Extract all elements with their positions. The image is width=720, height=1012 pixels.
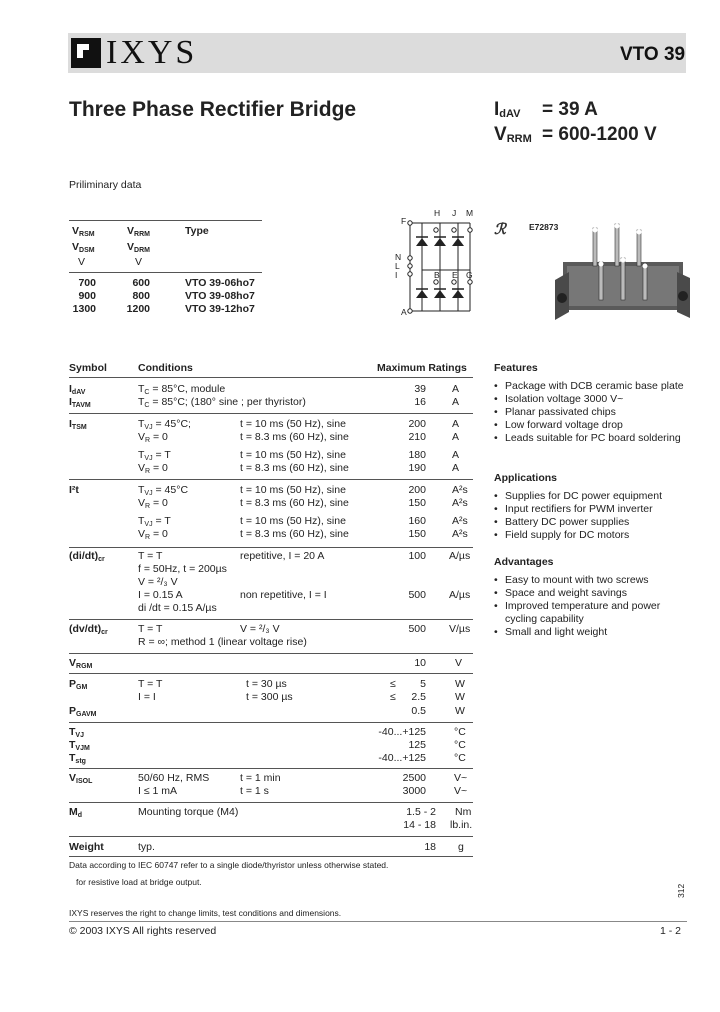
divider	[69, 413, 473, 414]
rating-symbol: $I_{TSM}$	[69, 418, 87, 431]
list-item: • Input rectifiers for PWM inverter	[494, 503, 694, 516]
pgm-unit-b: W	[455, 691, 465, 703]
unit-v2: V	[135, 256, 143, 268]
list-item: • Low forward voltage drop	[494, 419, 694, 432]
table-col-type: VTO 39-06ho7 VTO 39-08ho7 VTO 39-12ho7	[185, 277, 255, 315]
rating-condition-2: t = 8.3 ms (60 Hz), sine	[240, 462, 349, 474]
pin-g: G	[466, 270, 473, 280]
dvdt-cond-2: R = ∞; method 1 (linear voltage rise)	[138, 636, 307, 648]
sym-pgm: $P_{GM}$	[69, 678, 88, 691]
divider	[69, 856, 473, 857]
tvjm-unit: °C	[454, 739, 466, 751]
rating-value: 200	[408, 418, 426, 430]
md-unit-a: Nm	[455, 806, 472, 818]
rating-unit: A²s	[452, 515, 468, 527]
dvdt-cond-1: T = T	[138, 623, 163, 635]
divider	[69, 836, 473, 837]
divider	[69, 673, 473, 674]
header-type: Type	[185, 225, 209, 237]
list-item: • Isolation voltage 3000 V~	[494, 393, 694, 406]
rating-unit: A	[452, 383, 460, 395]
ul-mark-icon: ℛ	[494, 221, 506, 238]
divider	[69, 377, 473, 378]
table-col-vrrm: 600 800 1200	[126, 277, 150, 315]
logo-text: IXYS	[106, 34, 198, 71]
ul-file-number: E72873	[529, 222, 559, 232]
pgm-cond-1: T = T	[138, 678, 163, 690]
rating-condition-2: t = 10 ms (50 Hz), sine	[240, 484, 346, 496]
sym-didt: $(di/dt)_{cr}$	[69, 550, 105, 563]
rating-condition-2: t = 8.3 ms (60 Hz), sine	[240, 497, 349, 509]
rating-condition-2: t = 10 ms (50 Hz), sine	[240, 515, 346, 527]
rating-condition: $T_{VJ} = 45^\circ C$	[138, 484, 189, 497]
divider	[69, 272, 262, 273]
advantages-list	[494, 574, 684, 639]
list-item: • Easy to mount with two screws	[494, 574, 684, 587]
didt-cond-1: T = T	[138, 550, 163, 562]
rating-condition-2: t = 8.3 ms (60 Hz), sine	[240, 528, 349, 540]
sym-visol: $V_{ISOL}$	[69, 772, 93, 785]
spec-vrrm: $V_{RRM}$ = 600-1200 V	[494, 124, 657, 145]
visol-t-2: t = 1 s	[240, 785, 269, 797]
weight-val: 18	[424, 841, 436, 853]
list-item: • Improved temperature and power cycling capability	[494, 600, 684, 626]
rating-value: 39	[414, 383, 426, 395]
didt-unit-a: A/µs	[449, 550, 471, 562]
rating-condition: $V_R = 0$	[138, 462, 168, 475]
rating-value: 180	[408, 449, 426, 461]
pgm-cond-2: I = I	[138, 691, 156, 703]
rating-condition: $V_R = 0$	[138, 497, 168, 510]
part-number: VTO 39	[620, 44, 686, 65]
rating-symbol: I²t	[69, 484, 79, 496]
footnote-1: Data according to IEC 60747 refer to a single diode/thyristor unless otherwise stated.	[69, 860, 389, 870]
disclaimer: IXYS reserves the right to change limits, test conditions and dimensions.	[69, 908, 342, 918]
advantages-title: Advantages	[494, 556, 554, 568]
didt-cond-3: V = ²/₃ V	[138, 576, 178, 588]
tstg-unit: °C	[454, 752, 466, 764]
footnote-2: for resistive load at bridge output.	[76, 877, 202, 887]
applications-title: Applications	[494, 472, 558, 484]
features-list	[494, 380, 694, 445]
rating-condition: $T_{VJ} = 45^\circ C$;	[138, 418, 191, 431]
pin-m: M	[466, 208, 474, 218]
didt-repetitive: repetitive, I = 20 A	[240, 550, 325, 562]
pgm-val-a: 5	[420, 678, 426, 690]
didt-unit-b: A/µs	[449, 589, 471, 601]
pin-n: N	[395, 252, 402, 262]
list-item: • Package with DCB ceramic base plate	[494, 380, 694, 393]
vrgm-unit: V	[455, 657, 463, 669]
rating-value: 150	[408, 497, 426, 509]
rating-condition: $V_R = 0$	[138, 431, 168, 444]
col-max: Maximum Ratings	[377, 362, 467, 374]
rating-symbol: $I_{TAVM}$	[69, 396, 91, 409]
pin-e: E	[452, 270, 458, 280]
page-title: Three Phase Rectifier Bridge	[69, 98, 357, 121]
sym-md: $M_d$	[69, 806, 83, 819]
list-item: • Battery DC power supplies	[494, 516, 694, 529]
list-item: • Supplies for DC power equipment	[494, 490, 694, 503]
spec-idav: $I_{dAV}$ = 39 A	[494, 99, 598, 120]
rating-unit: A	[452, 431, 460, 443]
vrgm-val: 10	[414, 657, 426, 669]
col-conditions: Conditions	[138, 362, 193, 374]
md-val-a: 1.5 - 2	[406, 806, 436, 818]
pin-i: I	[395, 270, 398, 280]
divider	[69, 802, 473, 803]
visol-cond-2: I ≤ 1 mA	[138, 785, 178, 797]
weight-unit: g	[458, 841, 464, 853]
md-cond: Mounting torque (M4)	[138, 806, 239, 818]
md-unit-b: lb.in.	[450, 819, 473, 831]
rating-unit: A²s	[452, 528, 468, 540]
rating-unit: A	[452, 449, 460, 461]
rating-condition-2: t = 10 ms (50 Hz), sine	[240, 449, 346, 461]
divider	[69, 768, 473, 769]
pin-a: A	[401, 307, 407, 317]
rating-unit: A	[452, 462, 460, 474]
side-code: 312	[676, 883, 686, 898]
didt-val-b: 500	[408, 589, 426, 601]
pgavm-unit: W	[455, 705, 465, 717]
tstg-val: -40...+125	[378, 752, 426, 764]
rating-symbol: $I_{dAV}$	[69, 383, 86, 396]
rating-unit: A	[452, 396, 460, 408]
didt-val-a: 100	[408, 550, 426, 562]
col-symbol: Symbol	[69, 362, 107, 374]
didt-nonrepetitive: non repetitive, I = I	[240, 589, 327, 601]
visol-cond-1: 50/60 Hz, RMS	[138, 772, 210, 784]
pin-b: B	[434, 270, 440, 280]
sym-dvdt: $(dv/dt)_{cr}$	[69, 623, 108, 636]
divider	[69, 479, 473, 480]
tvj-val: -40...+125	[378, 726, 426, 738]
didt-cond-5: di /dt = 0.15 A/µs	[138, 602, 217, 614]
visol-t-1: t = 1 min	[240, 772, 281, 784]
sym-tvjm: $T_{VJM}$	[69, 739, 90, 752]
rating-value: 210	[408, 431, 426, 443]
features-title: Features	[494, 362, 538, 374]
copyright: © 2003 IXYS All rights reserved	[69, 925, 217, 937]
rating-condition: $T_{VJ} = T$	[138, 515, 171, 528]
table-col-vrsm: 700 900 1300	[72, 277, 96, 315]
dvdt-cond-3: V = ²/₃ V	[240, 623, 280, 635]
sym-vrgm: $V_{RGM}$	[69, 657, 93, 670]
header-vrrm: $V_{RRM}$ $V_{DRM}$	[127, 225, 150, 254]
tvjm-val: 125	[408, 739, 426, 751]
sym-tvj: $T_{VJ}$	[69, 726, 84, 739]
list-item: • Small and light weight	[494, 626, 684, 639]
pgm-tp-1: t = 30 µs	[246, 678, 287, 690]
rating-condition: $V_R = 0$	[138, 528, 168, 541]
sym-pgavm: $P_{GAVM}$	[69, 705, 97, 718]
pgm-le-2: ≤	[390, 691, 396, 703]
rating-value: 150	[408, 528, 426, 540]
tvj-unit: °C	[454, 726, 466, 738]
preliminary-note: Priliminary data	[69, 179, 142, 191]
didt-cond-2: f = 50Hz, t = 200µs	[138, 563, 227, 575]
rating-condition: $T_C = 85^\circ C$, module	[138, 383, 226, 396]
divider	[69, 619, 473, 620]
divider	[69, 722, 473, 723]
pgm-val-b: 2.5	[411, 691, 426, 703]
visol-val-b: 3000	[402, 785, 426, 797]
rating-condition-2: t = 10 ms (50 Hz), sine	[240, 418, 346, 430]
weight-cond: typ.	[138, 841, 155, 853]
page-number: 1 - 2	[660, 925, 682, 937]
pgm-tp-2: t = 300 µs	[246, 691, 293, 703]
rating-value: 160	[408, 515, 426, 527]
sym-tstg: $T_{stg}$	[69, 752, 86, 765]
header-vrsm: $V_{RSM}$ $V_{DSM}$	[72, 225, 95, 254]
logo-inner-2	[83, 50, 95, 62]
rating-unit: A	[452, 418, 460, 430]
rating-value: 190	[408, 462, 426, 474]
rating-value: 200	[408, 484, 426, 496]
applications-list	[494, 490, 694, 542]
divider	[69, 547, 473, 548]
rating-unit: A²s	[452, 484, 468, 496]
divider	[69, 220, 262, 221]
list-item: • Leads suitable for PC board soldering	[494, 432, 694, 445]
unit-v1: V	[78, 256, 86, 268]
pin-j: J	[452, 208, 457, 218]
visol-unit-a: V~	[454, 772, 468, 784]
pgm-le-1: ≤	[390, 678, 396, 690]
md-val-b: 14 - 18	[403, 819, 436, 831]
list-item: • Field supply for DC motors	[494, 529, 694, 542]
rating-unit: A²s	[452, 497, 468, 509]
pgavm-val: 0.5	[411, 705, 426, 717]
pin-h: H	[434, 208, 441, 218]
rating-value: 16	[414, 396, 426, 408]
dvdt-unit: V/µs	[449, 623, 471, 635]
module-photo	[555, 222, 690, 327]
footer-divider	[69, 921, 687, 922]
rating-condition: $T_C = 85^\circ C$; (180° sine ; per thyristor)	[138, 396, 306, 409]
list-item: • Space and weight savings	[494, 587, 684, 600]
rating-condition-2: t = 8.3 ms (60 Hz), sine	[240, 431, 349, 443]
dvdt-val: 500	[408, 623, 426, 635]
pin-f: F	[401, 216, 407, 226]
visol-val-a: 2500	[402, 772, 426, 784]
rating-condition: $T_{VJ} = T$	[138, 449, 171, 462]
pgm-unit-a: W	[455, 678, 465, 690]
pin-l: L	[395, 261, 400, 271]
didt-cond-4: I = 0.15 A	[138, 589, 183, 601]
list-item: • Planar passivated chips	[494, 406, 694, 419]
divider	[69, 653, 473, 654]
visol-unit-b: V~	[454, 785, 468, 797]
sym-weight: Weight	[69, 841, 104, 853]
